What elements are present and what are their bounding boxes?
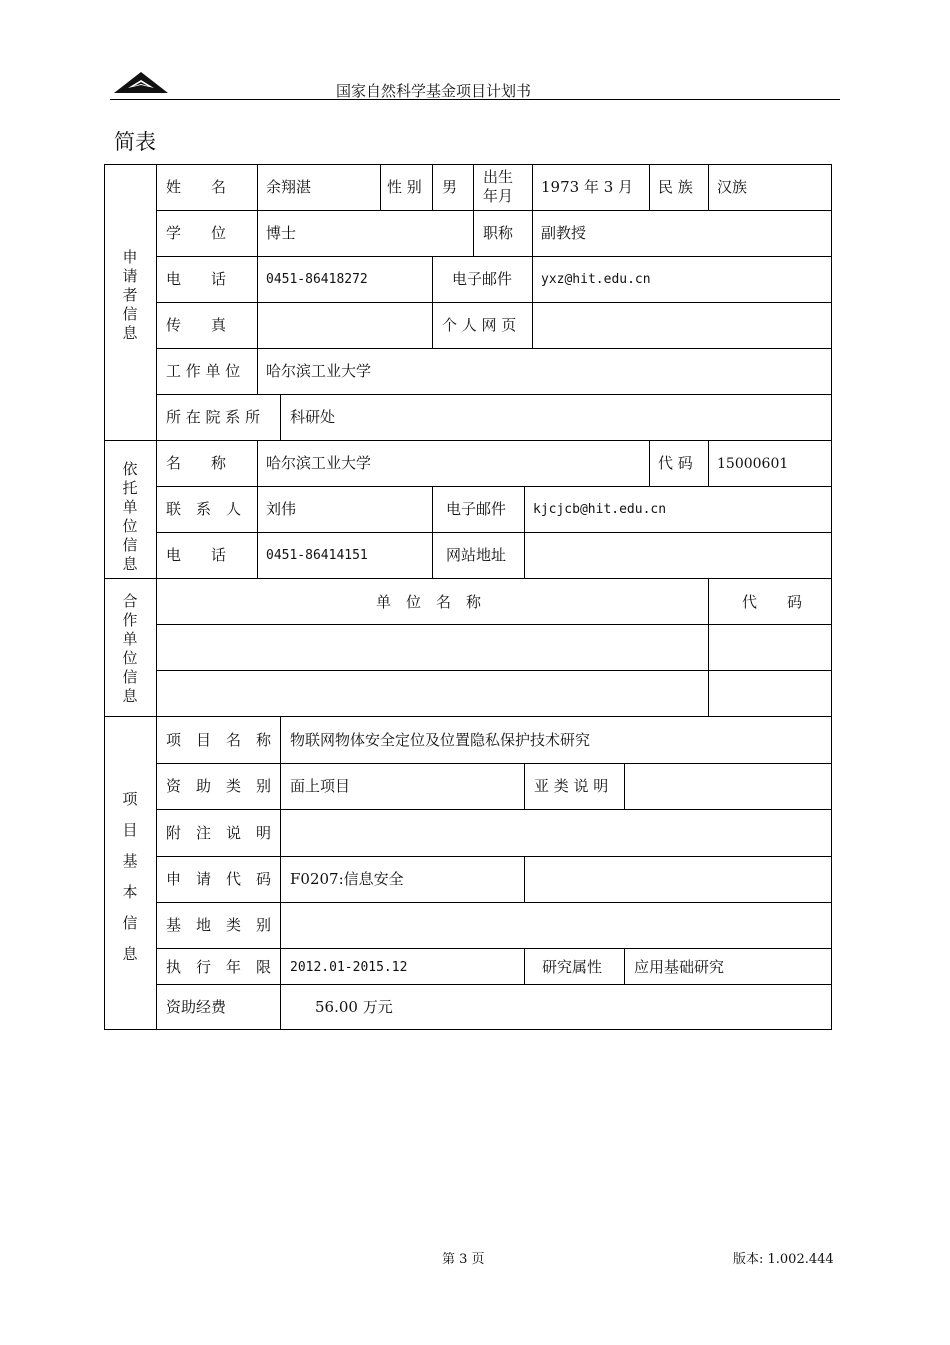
host-contact-label: 联 系 人 [166,500,242,518]
employer-label: 工 作 单 位 [166,362,241,380]
applicant-phone: 0451-86418272 [266,272,368,287]
applicant-title: 副教授 [541,224,587,242]
header-title: 国家自然科学基金项目计划书 [336,82,532,100]
email-label: 电子邮件 [452,270,513,288]
page-number: 第 3 页 [442,1252,485,1267]
project-name-label: 项 目 名 称 [166,731,272,749]
name-label: 姓 名 [166,178,227,196]
host-code: 15000601 [717,456,789,472]
applicant-section-label: 申 请 者 信 息 [122,248,138,342]
applicant-birth: 1973 年 3 月 [541,178,634,196]
apply-code-label: 申 请 代 码 [166,870,272,888]
applicant-degree: 博士 [266,224,297,242]
phone-label: 电 话 [166,270,227,288]
funding-type: 面上项目 [290,777,351,795]
summary-form [104,164,832,1030]
research-attr-label: 研究属性 [542,958,603,976]
degree-label: 学 位 [166,224,227,242]
host-name: 哈尔滨工业大学 [266,454,372,472]
host-email: kjcjcb@hit.edu.cn [533,502,667,517]
partner-code-header: 代 码 [742,593,803,611]
host-contact: 刘伟 [266,500,297,518]
funding-amount: 56.00 万元 [315,998,393,1016]
applicant-email: yxz@hit.edu.cn [541,272,651,287]
gender-label: 性 别 [387,178,422,196]
nsfc-logo [114,70,168,96]
base-type-label: 基 地 类 别 [166,916,272,934]
birth-label: 出生 年月 [483,168,514,205]
partner-unit-name-header: 单 位 名 称 [376,593,482,611]
host-code-label: 代 码 [658,454,693,472]
applicant-name: 余翔湛 [266,178,312,196]
funding-label: 资助经费 [166,998,227,1016]
title-label: 职称 [483,224,514,242]
applicant-employer: 哈尔滨工业大学 [266,362,372,380]
homepage-label: 个 人 网 页 [442,316,517,334]
applicant-gender: 男 [442,178,458,196]
host-name-label: 名 称 [166,454,227,472]
period-label: 执 行 年 限 [166,958,272,976]
page-heading: 简表 [114,130,156,154]
host-email-label: 电子邮件 [446,500,507,518]
apply-code: F0207:信息安全 [290,870,404,888]
partner-section-label: 合 作 单 位 信 息 [122,592,138,705]
department-label: 所 在 院 系 所 [166,408,261,426]
version-label: 版本: 1.002.444 [733,1252,834,1267]
host-section-label: 依 托 单 位 信 息 [122,460,138,573]
project-name: 物联网物体安全定位及位置隐私保护技术研究 [290,731,591,749]
period: 2012.01-2015.12 [290,960,408,975]
applicant-department: 科研处 [290,408,336,426]
funding-type-label: 资 助 类 别 [166,777,272,795]
research-attr: 应用基础研究 [634,958,725,976]
host-website-label: 网站地址 [446,546,507,564]
applicant-ethnicity: 汉族 [717,178,748,196]
header-rule [110,99,840,100]
subtype-label: 亚 类 说 明 [534,777,609,795]
project-section-label: 项 目 基 本 信 息 [122,790,138,963]
note-label: 附 注 说 明 [166,824,272,842]
host-phone-label: 电 话 [166,546,227,564]
fax-label: 传 真 [166,316,227,334]
ethnicity-label: 民 族 [658,178,693,196]
host-phone: 0451-86414151 [266,548,368,563]
